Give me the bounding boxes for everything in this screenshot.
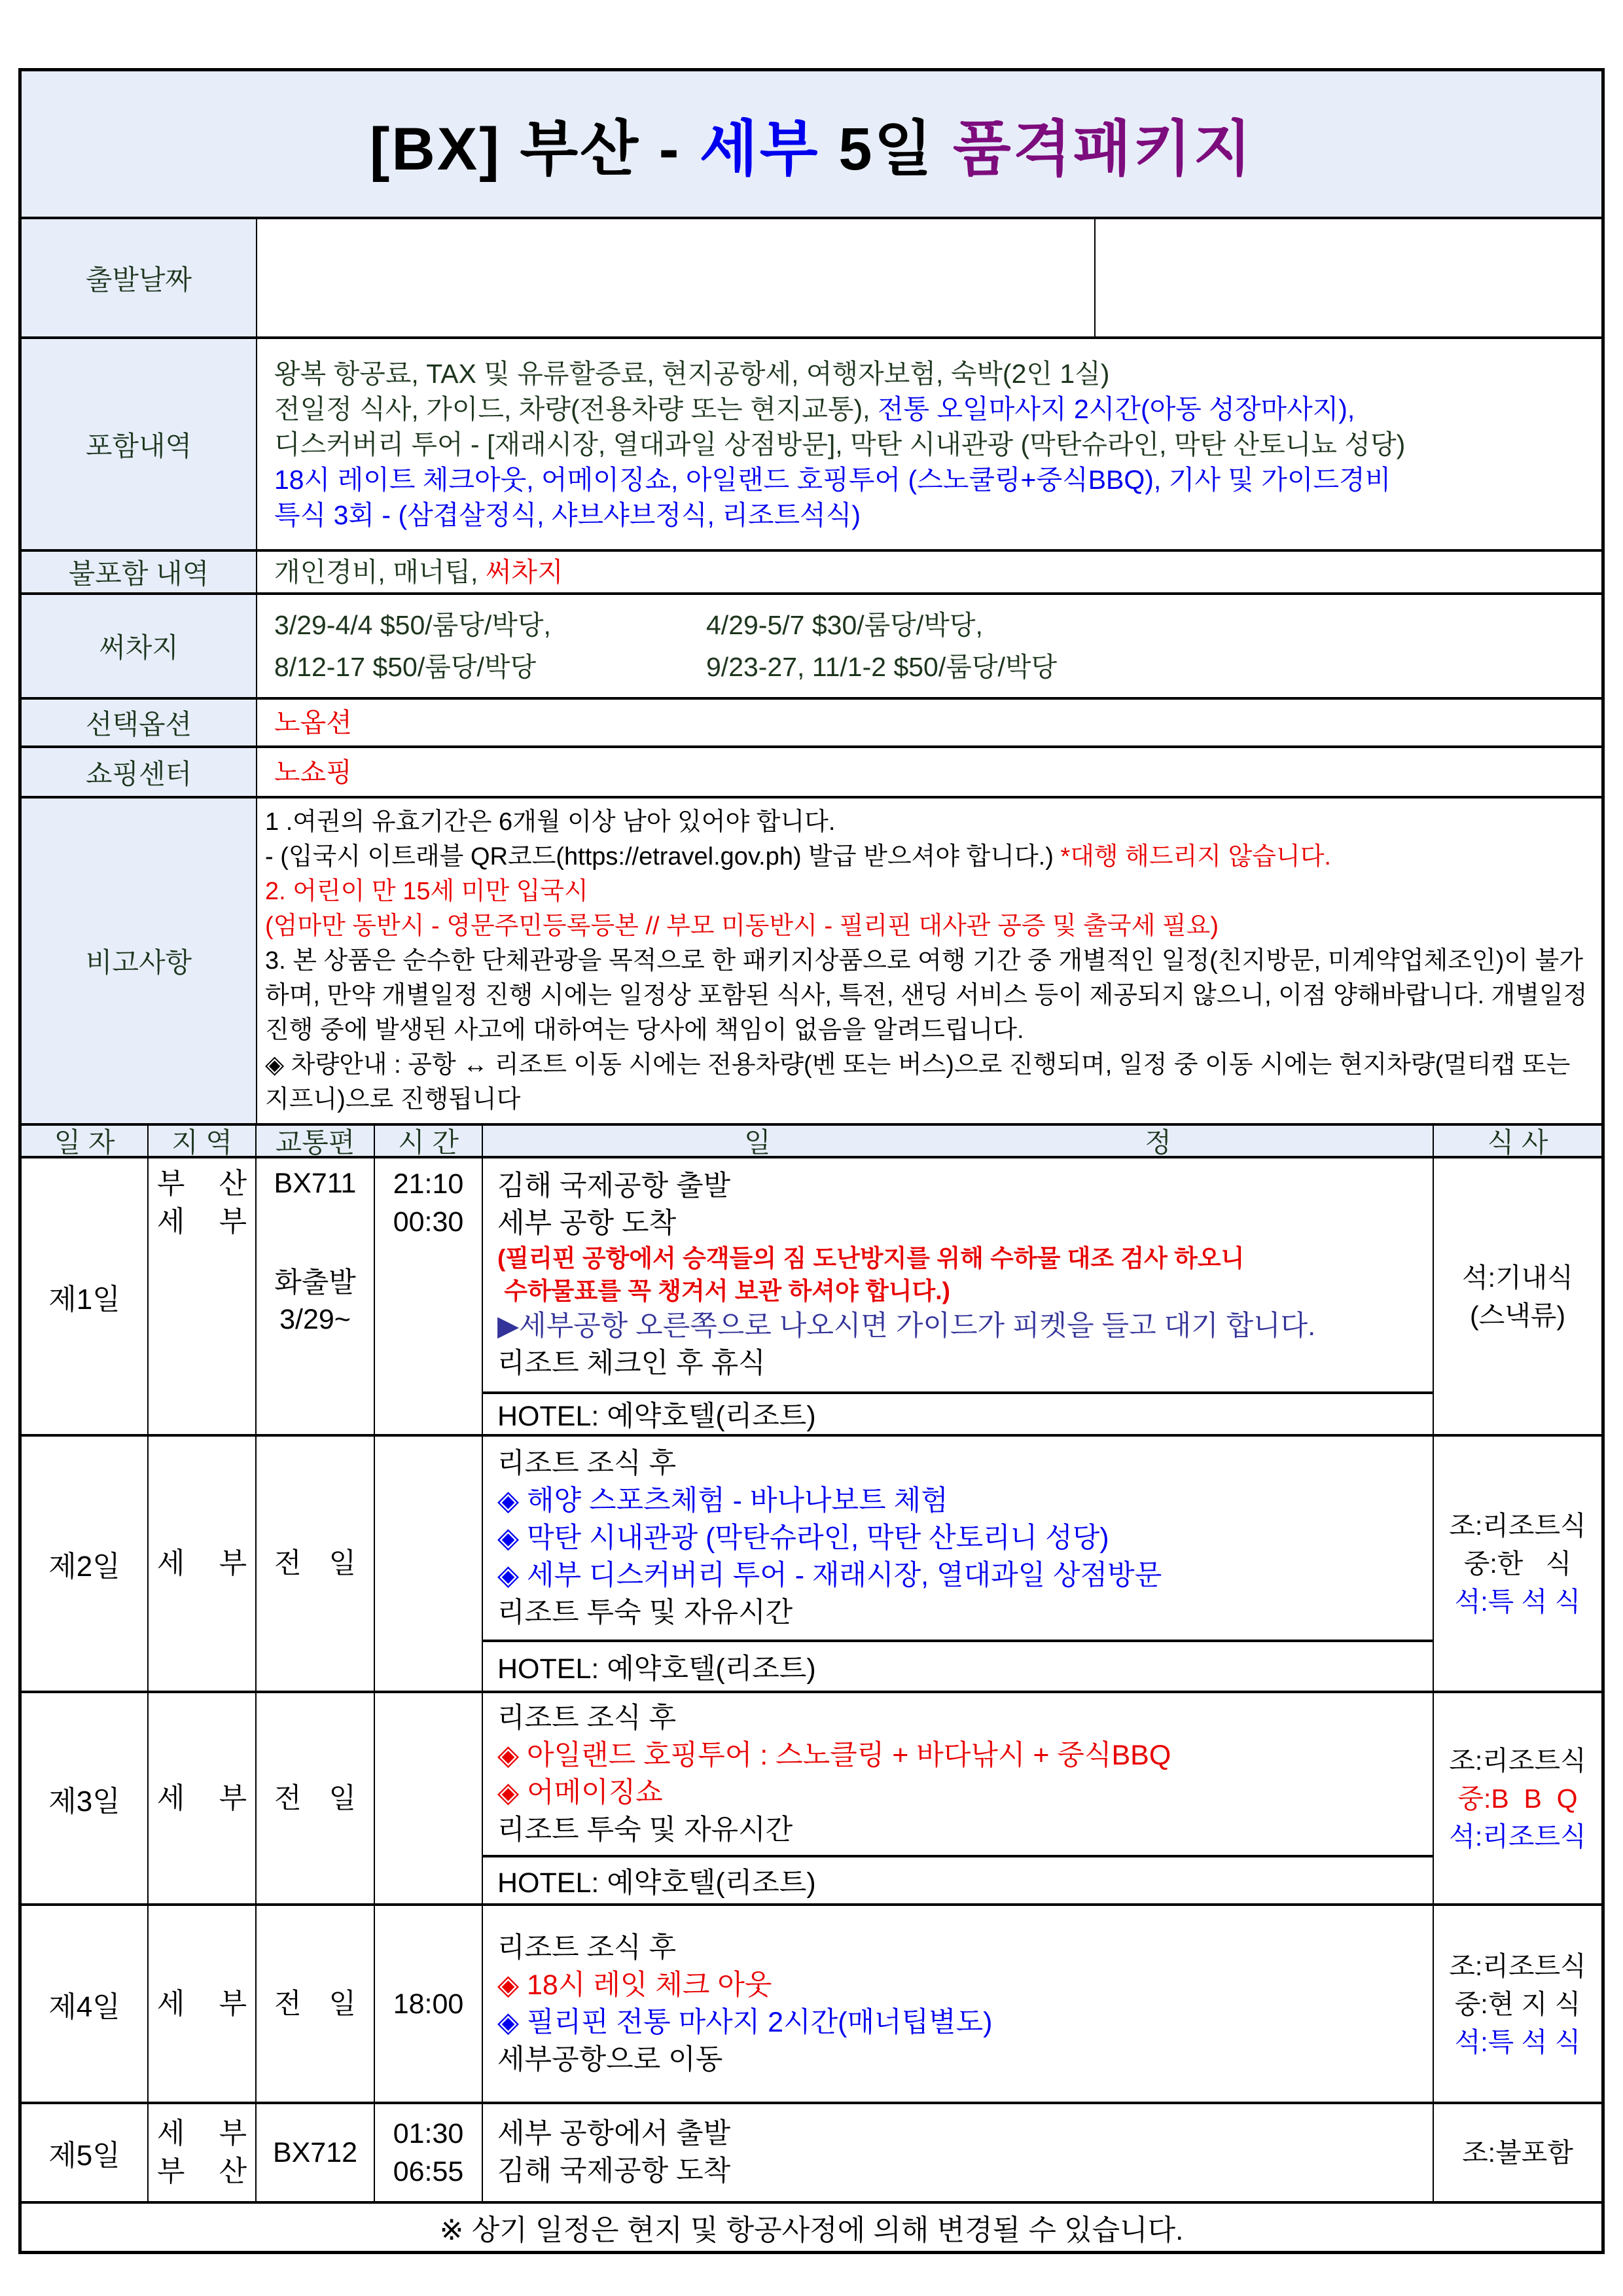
surcharge-period: 9/23-27, 11/1-2 $50/룸당/박당	[706, 652, 1058, 682]
itinerary-line: 세부 공항에서 출발	[497, 2118, 731, 2149]
itinerary-line: 김해 국제공항 출발	[497, 1170, 731, 1202]
schedule-day-row-4	[22, 1906, 1601, 2104]
surcharge-content	[257, 595, 1601, 697]
itinerary-line: 리조트 투숙 및 자유시간	[497, 1814, 793, 1846]
remarks-paragraph: 3. 본 상품은 순수한 단체관광을 목적으로 한 패키지상품으로 여행 기간 중 개별적인 일정(친지방문, 미계약업체조인)이 불가하며, 만약 개별일정 진행 시에는 일정상 포함된 식사, 특전, 샌딩 서비스 등이 제공되지 않으니, 이점 양해바랍니다. 개별일정 진행 중에 발생된 사고에 대하여는 당사에 책임이 없음을 알려드립니다.	[265, 946, 1588, 1044]
day-transport	[257, 1158, 375, 1434]
region-line: 세 부	[156, 1206, 247, 1238]
header-itinerary: 일 정	[483, 1126, 1434, 1156]
transport-note: 3/29~	[279, 1304, 351, 1335]
option-value: 노옵션	[274, 708, 352, 738]
row-remarks	[22, 798, 1601, 1126]
meal-line: 조:리조트식	[1449, 1950, 1586, 1981]
text-line	[274, 554, 1601, 590]
day-number: 제4일	[22, 1906, 149, 2102]
header-region: 지 역	[149, 1126, 257, 1156]
text-segment: 개인경비, 매너팁,	[274, 557, 486, 587]
itinerary-line: 김해 국제공항 도착	[497, 2155, 731, 2187]
day-meals	[1434, 2104, 1601, 2201]
region-line: 부 산	[156, 2155, 247, 2187]
title-part-package: 품격패키지	[952, 116, 1254, 183]
itinerary-line: 세부 공항 도착	[497, 1208, 677, 1239]
text-line: 2. 어린이 만 15세 미만 입국시	[265, 877, 588, 905]
option-label: 선택옵션	[22, 700, 257, 745]
schedule-day-row-3	[22, 1693, 1601, 1906]
itinerary-line: ◈ 막탄 시내관광 (막탄슈라인, 막탄 산토리니 성당)	[497, 1522, 1109, 1554]
title-part-destination: 세부	[699, 116, 820, 183]
transport-note: 화출발	[274, 1267, 356, 1299]
itinerary-line: (필리핀 공항에서 승객들의 짐 도난방지를 위해 수하물 대조 검사 하오니	[497, 1245, 1245, 1272]
text-segment: *대행 해드리지 않습니다.	[1060, 842, 1331, 870]
day-time	[375, 1437, 483, 1691]
departure-date-value-cell	[257, 219, 1096, 336]
meal-line: 중:현 지 식	[1454, 1988, 1581, 2019]
meal-line: 석:리조트식	[1449, 1821, 1586, 1852]
day-itinerary	[483, 1906, 1434, 2102]
footer-notice: ※ 상기 일정은 현지 및 항공사정에 의해 변경될 수 있습니다.	[439, 2214, 1184, 2246]
schedule-day-row-5	[22, 2104, 1601, 2204]
day-itinerary	[483, 1437, 1434, 1691]
meal-line: 석:특 석 식	[1454, 1587, 1581, 1617]
time-value: 06:55	[393, 2156, 464, 2187]
meal-line: (스낵류)	[1469, 1300, 1566, 1331]
row-included	[22, 339, 1601, 552]
itinerary-line: 리조트 조식 후	[497, 1931, 677, 1964]
row-shopping	[22, 748, 1601, 798]
text-line: 18시 레이트 체크아웃, 어메이징쇼, 아일랜드 호핑투어 (스노쿨링+중식BBQ), 기사 및 가이드경비	[274, 464, 1391, 495]
itinerary-line: 리조트 투숙 및 자유시간	[497, 1596, 793, 1628]
departure-date-label: 출발날짜	[22, 219, 257, 336]
time-value: 01:30	[393, 2118, 464, 2149]
row-option	[22, 700, 1601, 748]
time-value: 00:30	[393, 1206, 464, 1238]
text-line	[265, 840, 1595, 874]
day-region	[149, 2104, 257, 2201]
title-part-days: 5일	[819, 116, 953, 183]
itinerary-line: ◈ 어메이징쇼	[497, 1776, 663, 1808]
text-line	[274, 646, 1601, 688]
day-region: 세 부	[149, 1906, 257, 2102]
itinerary-line: 세부공항으로 이동	[497, 2043, 723, 2075]
text-segment: - (입국시 이트래블 QR코드(https://etravel.gov.ph) 발급 받으셔야 합니다.)	[265, 842, 1061, 870]
excluded-label: 불포함 내역	[22, 552, 257, 592]
row-excluded	[22, 552, 1601, 595]
surcharge-label: 써차지	[22, 595, 257, 697]
header-meal: 식 사	[1487, 1127, 1548, 1158]
hotel-line: HOTEL: 예약호텔(리조트)	[483, 1855, 1433, 1903]
itinerary-line: ◈ 필리핀 전통 마사지 2시간(매너팁별도)	[497, 2006, 993, 2038]
meal-line: 조:리조트식	[1449, 1511, 1586, 1541]
day-region: 세 부	[149, 1693, 257, 1903]
day-number: 제5일	[22, 2104, 149, 2201]
shopping-label: 쇼핑센터	[22, 748, 257, 796]
text-line: 특식 3회 - (삼겹살정식, 샤브샤브정식, 리조트석식)	[274, 499, 861, 530]
region-line: 세 부	[156, 2117, 247, 2149]
text-line: 디스커버리 투어 - [재래시장, 열대과일 상점방문], 막탄 시내관광 (막탄슈라인, 막탄 산토니뇨 성당)	[274, 429, 1406, 459]
day-time	[375, 1693, 483, 1903]
text-segment: 써차지	[485, 557, 563, 587]
text-line: 1 .여권의 유효기간은 6개월 이상 남아 있어야 합니다.	[265, 808, 836, 836]
itinerary-line: ◈ 18시 레잇 체크 아웃	[497, 1969, 772, 2001]
schedule-day-row-1	[22, 1158, 1601, 1437]
text-segment: 전통 오일마사지 2시간(아동 성장마사지),	[877, 393, 1355, 424]
title-part-prefix: [BX] 부산 -	[369, 116, 700, 183]
day-meals	[1434, 1437, 1601, 1691]
surcharge-period: 3/29-4/4 $50/룸당/박당,	[274, 610, 551, 640]
schedule-header-row	[22, 1126, 1601, 1158]
departure-date-extra-cell	[1096, 219, 1601, 336]
excluded-content	[257, 552, 1601, 592]
meal-line: 중:B B Q	[1457, 1783, 1578, 1814]
itinerary-lines	[483, 1693, 1433, 1855]
region-line: 부 산	[156, 1168, 247, 1200]
day-transport: 전 일	[257, 1437, 375, 1691]
flight-number: BX711	[274, 1168, 357, 1199]
hotel-line: HOTEL: 예약호텔(리조트)	[483, 1391, 1433, 1434]
day-meals	[1434, 1693, 1601, 1903]
day-meals	[1434, 1158, 1601, 1434]
text-line	[274, 391, 1601, 427]
itinerary-lines	[483, 1437, 1433, 1640]
day-number: 제3일	[22, 1693, 149, 1903]
meal-line: 조:불포함	[1462, 2138, 1573, 2168]
meal-line: 석:기내식	[1462, 1262, 1573, 1293]
day-meals	[1434, 1906, 1601, 2102]
remarks-label: 비고사항	[22, 798, 257, 1123]
surcharge-period: 8/12-17 $50/룸당/박당	[274, 652, 537, 682]
itinerary-table	[18, 68, 1605, 2254]
day-time	[375, 2104, 483, 2201]
shopping-content	[257, 748, 1601, 796]
header-time: 시 간	[375, 1126, 483, 1156]
itinerary-lines	[483, 1906, 1433, 2102]
remarks-paragraph: ◈ 차량안내 : 공항 ↔ 리조트 이동 시에는 전용차량(벤 또는 버스)으로 진행되며, 일정 중 이동 시에는 현지차량(멀티캡 또는 지프니)으로 진행됩니다	[265, 1050, 1571, 1113]
itinerary-line: 리조트 조식 후	[497, 1447, 677, 1479]
itinerary-lines	[483, 2104, 1433, 2201]
time-value: 21:10	[393, 1168, 464, 1200]
itinerary-line: 수하물표를 꼭 챙겨서 보관 하셔야 합니다.)	[497, 1278, 950, 1304]
schedule-day-row-2	[22, 1437, 1601, 1693]
row-departure-date	[22, 219, 1601, 339]
day-transport: BX712	[257, 2104, 375, 2201]
itinerary-line: ▶세부공항 오른쪽으로 나오시면 가이드가 피켓을 들고 대기 합니다.	[497, 1310, 1316, 1342]
meal-line: 조:리조트식	[1449, 1745, 1586, 1776]
header-transport: 교통편	[257, 1126, 375, 1156]
text-line: (엄마만 동반시 - 영문주민등록등본 // 부모 미동반시 - 필리핀 대사관 공증 및 출국세 필요)	[265, 912, 1219, 940]
surcharge-period: 4/29-5/7 $30/룸당/박당,	[706, 610, 983, 640]
text-line: 왕복 항공료, TAX 및 유류할증료, 현지공항세, 여행자보험, 숙박(2인 1실)	[274, 358, 1110, 389]
day-number: 제2일	[22, 1437, 149, 1691]
meal-line: 석:특 석 식	[1454, 2026, 1581, 2057]
day-region	[149, 1158, 257, 1434]
day-itinerary	[483, 1158, 1434, 1434]
itinerary-line: 리조트 체크인 후 휴식	[497, 1348, 766, 1379]
day-region: 세 부	[149, 1437, 257, 1691]
shopping-value: 노쇼핑	[274, 757, 352, 787]
document-title	[22, 71, 1601, 219]
day-time: 18:00	[375, 1906, 483, 2102]
day-time	[375, 1158, 483, 1434]
meal-line: 중:한 식	[1463, 1549, 1572, 1579]
itinerary-line: 리조트 조식 후	[497, 1702, 677, 1734]
option-content	[257, 700, 1601, 745]
remarks-content	[257, 798, 1601, 1123]
day-itinerary	[483, 1693, 1434, 1903]
day-transport: 전 일	[257, 1693, 375, 1903]
day-itinerary	[483, 2104, 1434, 2201]
day-number: 제1일	[22, 1158, 149, 1434]
itinerary-lines	[483, 1158, 1433, 1391]
hotel-line: HOTEL: 예약호텔(리조트)	[483, 1640, 1433, 1691]
row-surcharge	[22, 595, 1601, 700]
text-segment: 전일정 식사, 가이드, 차량(전용차량 또는 현지교통),	[274, 393, 878, 424]
day-transport: 전 일	[257, 1906, 375, 2102]
included-content	[257, 339, 1601, 549]
included-label: 포함내역	[22, 339, 257, 549]
itinerary-line: ◈ 아일랜드 호핑투어 : 스노클링 + 바다낚시 + 중식BBQ	[497, 1739, 1171, 1771]
text-line	[274, 604, 1601, 646]
header-day: 일 자	[22, 1126, 149, 1156]
itinerary-line: ◈ 세부 디스커버리 투어 - 재래시장, 열대과일 상점방문	[497, 1559, 1162, 1591]
itinerary-line: ◈ 해양 스포츠체험 - 바나나보트 체험	[497, 1484, 948, 1516]
